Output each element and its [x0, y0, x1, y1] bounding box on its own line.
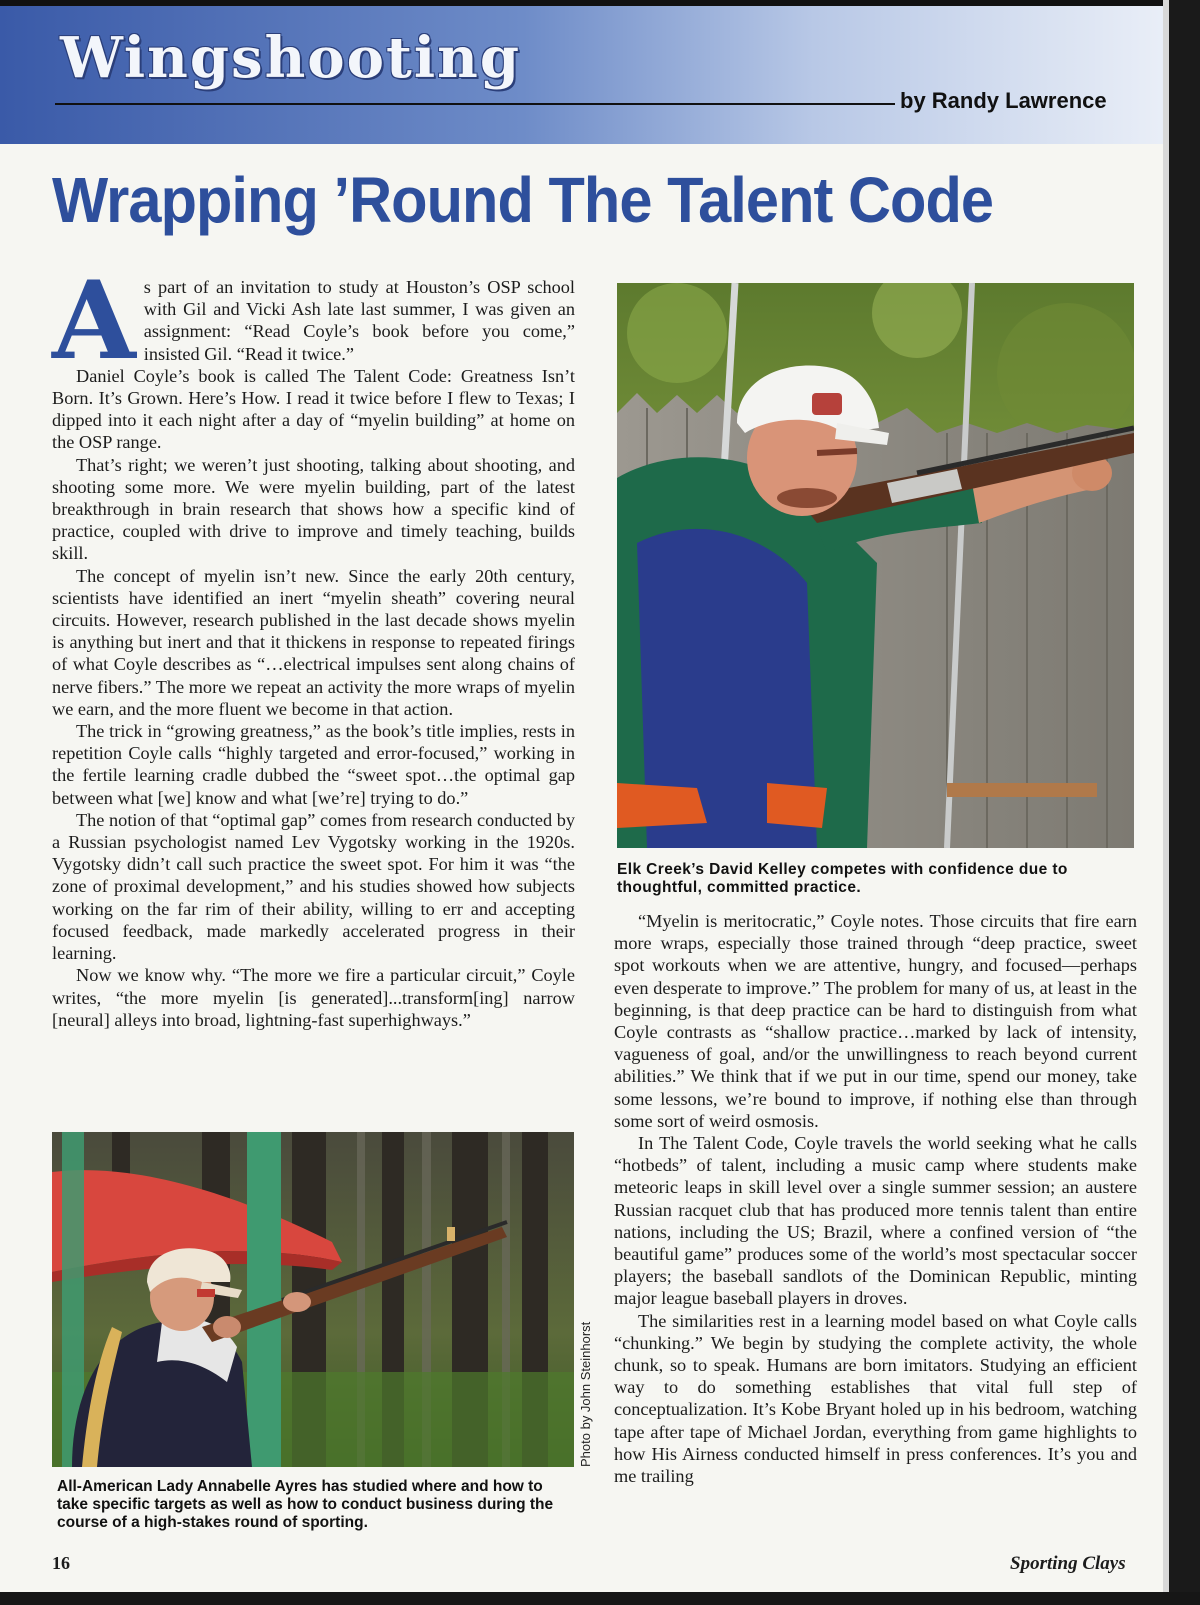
byline: by Randy Lawrence	[900, 88, 1107, 113]
section-title: Wingshooting	[60, 25, 522, 91]
article-paragraph: Now we know why. “The more we fire a particular circuit,” Coyle writes, “the more myelin [is generated]...transform[ing] narrow [neural] alleys into broad, lightning-fast superhighways.”	[52, 965, 575, 1030]
article-paragraph: The trick in “growing greatness,” as the book’s title implies, rests in repetition Coyle calls “highly targeted and error-focused,” working in the fertile learning cradle dubbed the “sweet spot…the optimal gap between what [we] know and what [we’re] trying to do.”	[52, 721, 575, 808]
article-paragraph: The notion of that “optimal gap” comes from research conducted by a Russian psychologist named Lev Vygotsky working in the 1920s. Vygotsky didn’t call such practice the sweet spot. For him it was “the zone of proximal development,” and his studies showed how subjects working on the far rim of their ability, willing to err and accepting focused feedback, made markedly accelerated progress in their learning.	[52, 809, 575, 964]
header-rule	[55, 103, 895, 105]
photo-david-kelley	[617, 283, 1134, 848]
article-column-left	[52, 258, 576, 1031]
article-paragraph: The similarities rest in a learning model based on what Coyle calls “chunking.” We begin by studying the complete activity, the whole chunk, so to speak. Humans are born imitators. Studying an efficient way to do something establishes that vital full step of conceptualization. It’s Kobe Bryant holed up in his bedroom, watching tape after tape of Michael Jordan, everything from game highlights to how His Airness conducted himself in press conferences. It’s you and me trailing	[614, 1310, 1137, 1487]
photo-caption-bottom: All-American Lady Annabelle Ayres has studied where and how to take specific targets as well as how to conduct business during the course of a high-stakes round of sporting.	[57, 1478, 554, 1531]
photo-caption-top: Elk Creek’s David Kelley competes with confidence due to thoughtful, committed practice.	[617, 861, 1068, 896]
magazine-name: Sporting Clays	[1010, 1553, 1126, 1574]
article-paragraph: Daniel Coyle’s book is called The Talent Code: Greatness Isn’t Born. It’s Grown. Here’s How. I read it twice before I flew to Texas; I dipped into it each night after a day of “myelin building” at home on the OSP range.	[52, 365, 575, 453]
article-paragraph: “Myelin is meritocratic,” Coyle notes. Those circuits that fire earn more wraps, especially those trained through “deep practice, sweet spot workouts when we are attentive, hungry, and focused—perhaps even desperate to improve.” The problem for many of us, at least in the beginning, is that deep practice can be hard to distinguish from what Coyle contrasts as “shallow practice…marked by lack of intensity, vagueness of goal, and/or the unwillingness to reach beyond current abilities.” We think that if we put in our time, spend our money, take some lessons, we’re bound to improve, if nothing else than through some sort of weird osmosis.	[614, 911, 1137, 1131]
scan-edge-highlight	[1163, 0, 1169, 1605]
article-paragraph: In The Talent Code, Coyle travels the world seeking what he calls “hotbeds” of talent, including a music camp where students make meteoric leaps in skill level over a single summer session; an austere Russian racquet club that has produced more tennis talent than entire nations, including the US; Brazil, where a confined version of “the beautiful game” produces some of the world’s most spectacular soccer players; the baseball sandlots of the Dominican Republic, minting major league baseball players in droves.	[614, 1133, 1137, 1309]
scan-edge-bottom	[0, 1592, 1200, 1605]
page-number: 16	[52, 1553, 70, 1573]
article-paragraph: The concept of myelin isn’t new. Since the early 20th century, scientists have identified an inert “myelin sheath” covering neural circuits. However, research published in the last decade shows myelin is anything but inert and that it thickens in response to repeated firings of what Coyle describes as “…electrical impulses sent along chains of nerve fibers.” The more we repeat an activity the more wraps of myelin we earn, and the more fluent we become in that action.	[52, 565, 576, 719]
article-headline: Wrapping ’Round The Talent Code	[52, 164, 994, 236]
photo-annabelle-ayres	[52, 1132, 574, 1467]
drop-cap: A	[52, 258, 136, 384]
photo-credit: Photo by John Steinhorst	[578, 1321, 593, 1467]
article-column-right	[614, 910, 1137, 1487]
article-paragraph: As part of an invitation to study at Houston’s OSP school with Gil and Vicki Ash late last summer, I was given an assignment: “Read Coyle’s book before you come,” insisted Gil. “Read it twice.”	[52, 258, 575, 384]
article-paragraph: That’s right; we weren’t just shooting, talking about shooting, and shooting some more. We were myelin building, part of the latest breakthrough in brain research that shows how a specific kind of practice, coupled with drive to improve and timely teaching, builds skill.	[52, 454, 575, 564]
